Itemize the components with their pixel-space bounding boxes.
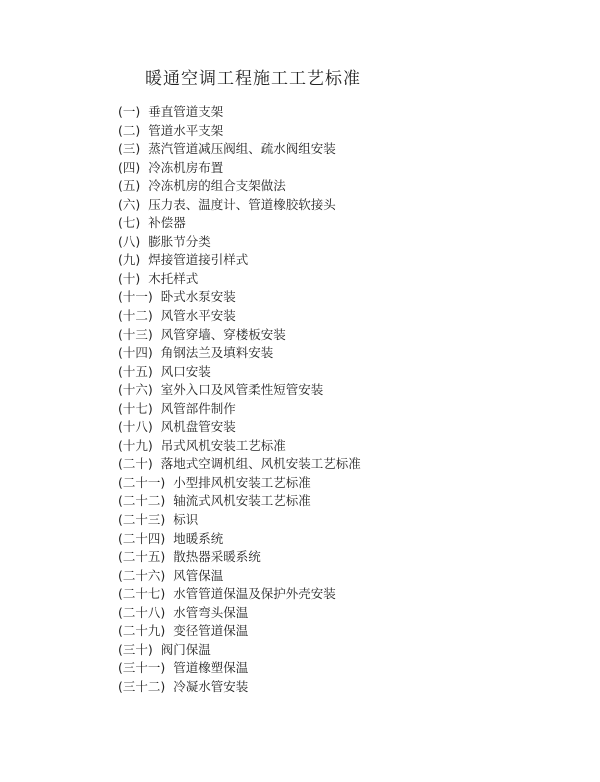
toc-item [118, 326, 361, 345]
toc-item-label: 木托样式 [148, 270, 199, 286]
toc-item-number: (二十六) [118, 567, 166, 583]
toc-item [118, 455, 361, 474]
toc-item-label: 补偿器 [148, 215, 186, 231]
toc-item [118, 233, 361, 252]
toc-item-number: (六) [118, 196, 141, 212]
toc-item [118, 381, 361, 400]
toc-item [118, 437, 361, 456]
toc-item [118, 474, 361, 493]
toc-item-number: (二十) [118, 456, 153, 472]
toc-item-label: 散热器采暖系统 [173, 549, 261, 565]
toc-item-number: (二十五) [118, 549, 166, 565]
toc-item-label: 管道水平支架 [148, 122, 224, 138]
toc-item [118, 122, 361, 141]
toc-item [118, 140, 361, 159]
toc-item [118, 214, 361, 233]
toc-item [118, 659, 361, 678]
toc-item-number: (十一) [118, 289, 153, 305]
toc-item [118, 492, 361, 511]
toc-item-number: (十三) [118, 326, 153, 342]
toc-item [118, 363, 361, 382]
toc-item [118, 511, 361, 530]
toc-item-label: 小型排风机安装工艺标准 [173, 474, 311, 490]
toc-item [118, 177, 361, 196]
toc-item-label: 风口安装 [160, 363, 211, 379]
toc-item [118, 288, 361, 307]
toc-item-number: (十二) [118, 308, 153, 324]
toc-item-number: (八) [118, 233, 141, 249]
toc-item-label: 水管管道保温及保护外壳安装 [173, 586, 336, 602]
toc-item-label: 风管穿墙、穿楼板安装 [160, 326, 286, 342]
toc-item-number: (二十一) [118, 474, 166, 490]
toc-item-label: 变径管道保温 [173, 623, 249, 639]
toc-item [118, 400, 361, 419]
toc-item-label: 膨胀节分类 [148, 233, 211, 249]
document-title: 暖通空调工程施工工艺标准 [145, 69, 361, 89]
toc-item-number: (三) [118, 141, 141, 157]
toc-item-number: (十六) [118, 382, 153, 398]
toc-item [118, 344, 361, 363]
toc-item [118, 567, 361, 586]
toc-item-number: (十五) [118, 363, 153, 379]
toc-item [118, 307, 361, 326]
toc-item [118, 251, 361, 270]
toc-item [118, 678, 361, 697]
toc-item-number: (四) [118, 159, 141, 175]
toc-item-label: 轴流式风机安装工艺标准 [173, 493, 311, 509]
toc-item-number: (二十七) [118, 586, 166, 602]
toc-item-number: (三十) [118, 641, 153, 657]
toc-item-label: 吊式风机安装工艺标准 [160, 437, 286, 453]
toc-item-number: (十八) [118, 419, 153, 435]
toc-item-label: 蒸汽管道减压阀组、疏水阀组安装 [148, 141, 336, 157]
toc-item [118, 641, 361, 660]
toc-item-number: (三十一) [118, 660, 166, 676]
toc-item [118, 585, 361, 604]
toc-item-label: 管道橡塑保温 [173, 660, 249, 676]
toc-item-number: (二) [118, 122, 141, 138]
toc-item-label: 阀门保温 [160, 641, 211, 657]
table-of-contents [118, 103, 361, 697]
toc-item [118, 530, 361, 549]
toc-item-number: (三十二) [118, 678, 166, 694]
toc-item [118, 604, 361, 623]
toc-item-number: (十四) [118, 345, 153, 361]
toc-item-label: 压力表、温度计、管道橡胶软接头 [148, 196, 336, 212]
toc-item-label: 风机盘管安装 [160, 419, 236, 435]
toc-item-label: 地暖系统 [173, 530, 224, 546]
toc-item-number: (二十三) [118, 512, 166, 528]
toc-item [118, 103, 361, 122]
toc-item-number: (二十八) [118, 604, 166, 620]
toc-item [118, 159, 361, 178]
toc-item-label: 标识 [173, 512, 199, 528]
toc-item [118, 196, 361, 215]
toc-item-label: 冷冻机房的组合支架做法 [148, 178, 286, 194]
toc-item-label: 垂直管道支架 [148, 104, 224, 119]
toc-item-label: 风管保温 [173, 567, 224, 583]
toc-item-number: (十九) [118, 437, 153, 453]
toc-item-label: 冷凝水管安装 [173, 678, 249, 694]
toc-item-label: 卧式水泵安装 [160, 289, 236, 305]
toc-item [118, 270, 361, 289]
toc-item-label: 风管水平安装 [160, 308, 236, 324]
toc-item-number: (十) [118, 270, 141, 286]
toc-item-label: 角钢法兰及填料安装 [160, 345, 274, 361]
toc-item-number: (五) [118, 178, 141, 194]
toc-item-label: 风管部件制作 [160, 400, 236, 416]
toc-item [118, 622, 361, 641]
toc-item-label: 焊接管道接引样式 [148, 252, 249, 268]
toc-item-number: (七) [118, 215, 141, 231]
toc-item-number: (九) [118, 252, 141, 268]
toc-item [118, 548, 361, 567]
toc-item-number: (二十二) [118, 493, 166, 509]
toc-item-label: 落地式空调机组、风机安装工艺标准 [160, 456, 361, 472]
toc-item-label: 室外入口及风管柔性短管安装 [160, 382, 324, 398]
toc-item-number: (十七) [118, 400, 153, 416]
toc-item-label: 冷冻机房布置 [148, 159, 224, 175]
toc-item-number: (二十四) [118, 530, 166, 546]
toc-item-number: (一) [118, 104, 141, 119]
toc-item-number: (二十九) [118, 623, 166, 639]
toc-item [118, 418, 361, 437]
toc-item-label: 水管弯头保温 [173, 604, 249, 620]
